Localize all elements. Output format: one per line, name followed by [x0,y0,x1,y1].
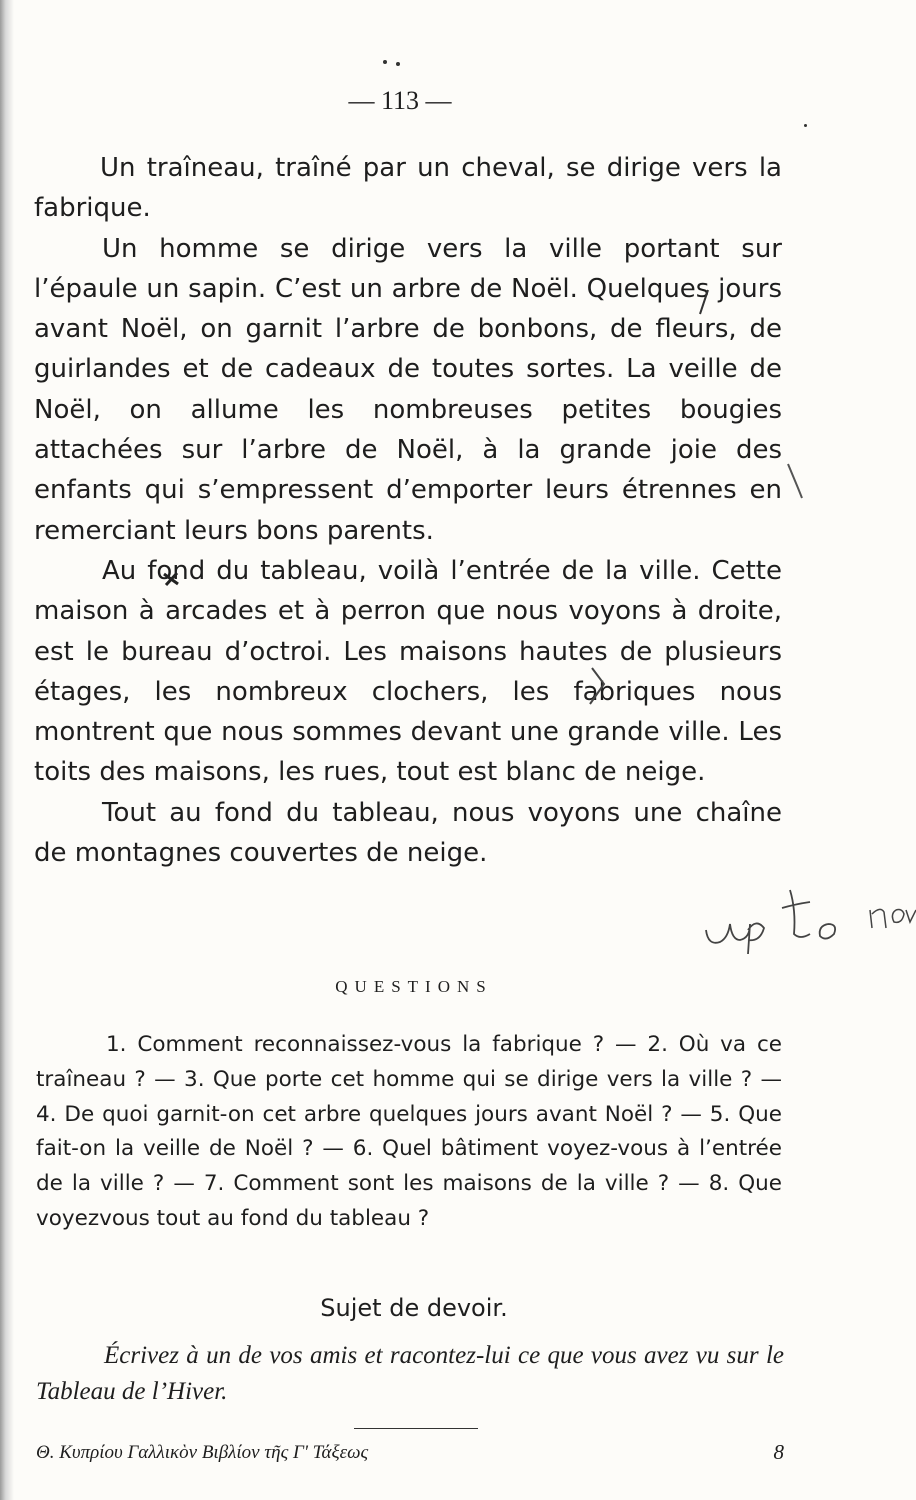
pencil-cross-mark [161,569,183,589]
homework-title: Sujet de devoir. [320,1294,508,1322]
questions-heading: QUESTIONS [335,977,493,996]
paragraph: Tout au fond du tableau, nous voyons une chaîne de montagnes couvertes de neige. [34,797,782,869]
pencil-slash-mark [696,288,712,318]
homework-paragraph: Écrivez à un de vos amis et racontez-lui ce que vous avez vu sur le Tableau de l’Hiver. [36,1342,784,1405]
ink-speck [396,62,400,66]
paragraph: Au fond du tableau, voilà l’entrée de la ville. Cette maison à arcades et à perron que nous voyons à droite, est le bureau d’octroi. Les maisons hautes de plusieurs étages, les nombreux clochers, les fabriques nous montrent que nous sommes devant une grande ville. Les toits des maisons, les rues, tout est blanc de neige. [34,555,782,788]
page-footer [36,1442,784,1464]
ink-speck [804,124,807,127]
pencil-bracket-mark [586,664,612,708]
handwritten-note-up-to-now [700,880,916,960]
page-edge-shadow [0,0,14,1500]
pencil-tick-mark [784,462,806,502]
page-number: — 113 — [348,86,452,115]
paragraph: Un homme se dirige vers la ville portant sur l’épaule un sapin. C’est un arbre de Noël. Quelques jours avant Noël, on garnit l’arbre de bonbons, de fleurs, de guirlandes et de cadeaux de toutes sortes. La veille de Noël, on allume les nombreuses petites bougies attachées sur l’arbre de Noël, à la grande joie des enfants qui s’empressent d’emporter leurs étrennes en remerciant leurs bons parents. [34,233,782,546]
signature-number: 8 [773,1440,784,1464]
questions-paragraph: 1. Comment reconnaissez-vous la fabrique ? — 2. Où va ce traîneau ? — 3. Que porte cet homme qui se dirige vers la ville ? — 4. De quoi garnit-on cet arbre quelques jours avant Noël ? — 5. Que fait-on la veille de Noël ? — 6. Quel bâtiment voyez-vous à l’entrée de la ville ? — 7. Comment sont les maisons de la ville ? — 8. Que voyezvous tout au fond du tableau ? [36,1032,782,1231]
ink-speck [383,60,387,64]
divider-rule [354,1428,478,1429]
paragraph: Un traîneau, traîné par un cheval, se dirige vers la fabrique. [34,153,782,224]
book-title-footer: Θ. Κυπρίου Γαλλικὸν Βιβλίον τῆς Γ' Τάξεως [36,1442,369,1463]
homework-text [36,1338,784,1410]
main-text [34,148,782,873]
questions-list [36,1028,782,1237]
